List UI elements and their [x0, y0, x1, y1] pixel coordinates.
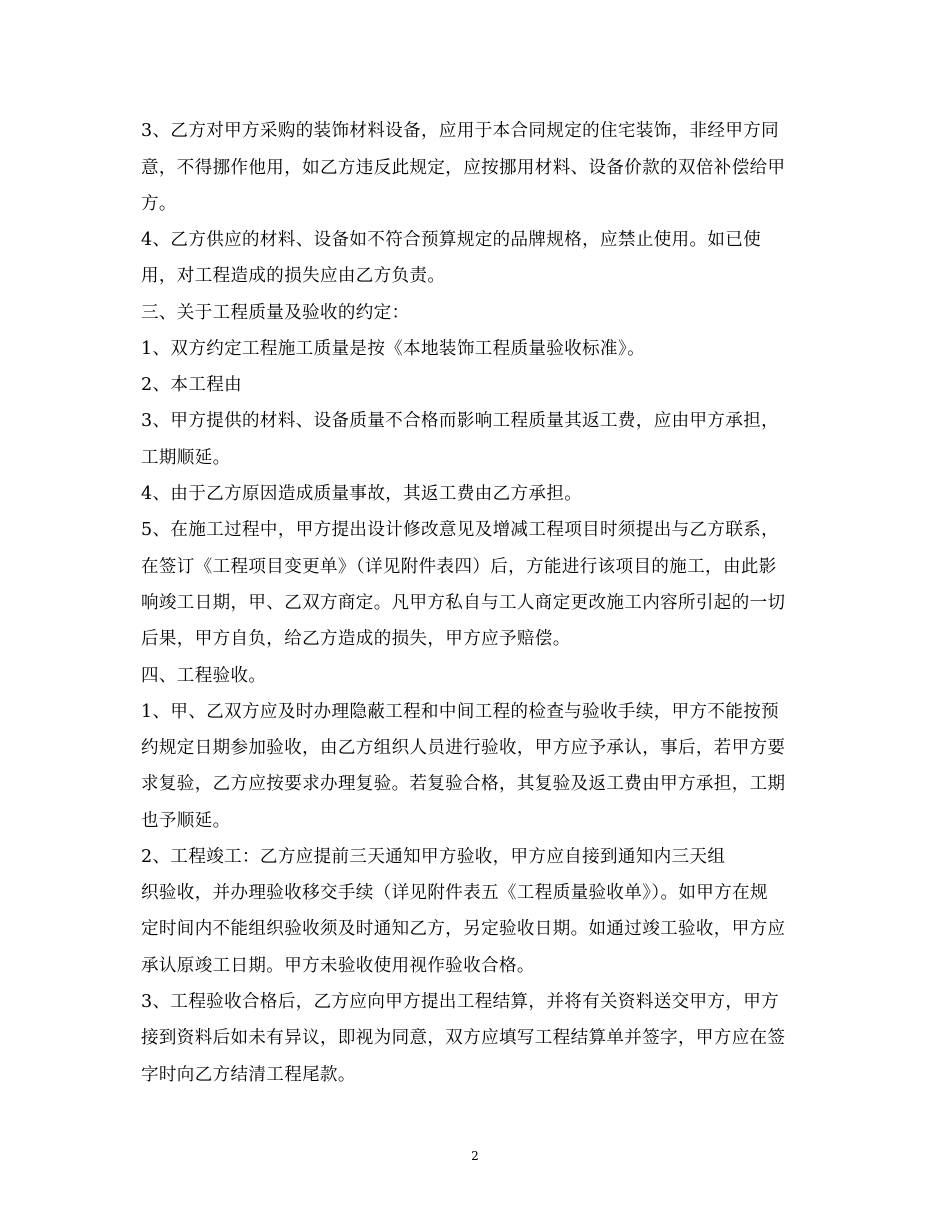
text-line: 在签订《工程项目变更单》（详见附件表四）后，方能进行该项目的施工，由此影: [141, 557, 777, 577]
text-line: 定时间内不能组织验收须及时通知乙方，另定验收日期。如通过竣工验收，甲方应: [141, 919, 786, 939]
text-line: 5、在施工过程中，甲方提出设计修改意见及增减工程项目时须提出与乙方联系，: [141, 520, 780, 540]
text-line: 方。: [141, 194, 177, 214]
text-line: 2、工程竣工：乙方应提前三天通知甲方验收，甲方应自接到通知内三天组: [141, 847, 726, 867]
text-line: 织验收，并办理验收移交手续（详见附件表五《工程质量验收单》）。如甲方在规: [141, 883, 768, 903]
text-line: 3、乙方对甲方采购的装饰材料设备，应用于本合同规定的住宅装饰，非经甲方同: [141, 121, 780, 141]
text-line: 工期顺延。: [141, 448, 231, 468]
text-line: 承认原竣工日期。甲方未验收使用视作验收合格。: [141, 956, 535, 976]
text-line: 后果，甲方自负，给乙方造成的损失，甲方应予赔偿。: [141, 629, 571, 649]
text-line: 1、甲、乙双方应及时办理隐蔽工程和中间工程的检查与验收手续，甲方不能按预: [141, 702, 780, 722]
page-number: 2: [471, 1149, 479, 1163]
text-line: 响竣工日期，甲、乙双方商定。凡甲方私自与工人商定更改施工内容所引起的一切: [141, 593, 786, 613]
text-line: 4、乙方供应的材料、设备如不符合预算规定的品牌规格，应禁止使用。如已使: [141, 230, 762, 250]
text-line: 3、工程验收合格后，乙方应向甲方提出工程结算，并将有关资料送交甲方，甲方: [141, 992, 780, 1012]
section-heading: 四、工程验收。: [141, 666, 267, 686]
text-line: 求复验，乙方应按要求办理复验。若复验合格，其复验及返工费由甲方承担，工期: [141, 774, 786, 794]
text-line: 4、由于乙方原因造成质量事故，其返工费由乙方承担。: [141, 484, 583, 504]
text-line: 2、本工程由: [141, 375, 243, 395]
text-line: 也予顺延。: [141, 811, 231, 831]
text-line: 意，不得挪作他用，如乙方违反此规定，应按挪用材料、设备价款的双倍补偿给甲: [141, 158, 786, 178]
text-line: 接到资料后如未有异议，即视为同意，双方应填写工程结算单并签字，甲方应在签: [141, 1028, 786, 1048]
text-line: 用，对工程造成的损失应由乙方负责。: [141, 266, 446, 286]
section-heading: 三、关于工程质量及验收的约定：: [141, 303, 410, 323]
text-line: 3、甲方提供的材料、设备质量不合格而影响工程质量其返工费，应由甲方承担，: [141, 411, 780, 431]
text-line: 1、双方约定工程施工质量是按《本地装饰工程质量验收标准》。: [141, 339, 645, 359]
text-line: 字时向乙方结清工程尾款。: [141, 1065, 356, 1085]
text-line: 约规定日期参加验收，由乙方组织人员进行验收，甲方应予承认，事后，若甲方要: [141, 738, 786, 758]
